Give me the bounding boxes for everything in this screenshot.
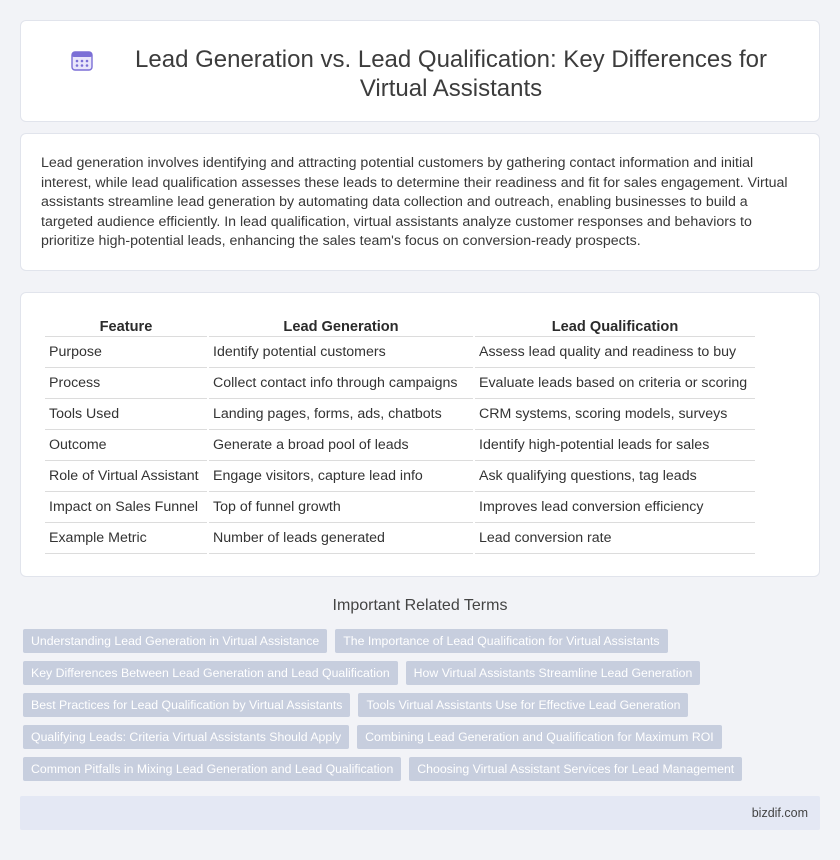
table-row — [45, 399, 755, 430]
related-terms-heading: Important Related Terms — [332, 597, 508, 614]
table-row — [45, 523, 755, 554]
table-cell: Impact on Sales Funnel — [45, 492, 207, 523]
related-term-tag[interactable]: Tools Virtual Assistants Use for Effective Lead Generation — [358, 693, 688, 717]
related-term-tag[interactable]: The Importance of Lead Qualification for Virtual Assistants — [335, 629, 667, 653]
site-link[interactable]: bizdif.com — [751, 806, 808, 820]
related-term-tag[interactable]: Common Pitfalls in Mixing Lead Generation and Lead Qualification — [23, 757, 401, 781]
related-term-tag[interactable]: Understanding Lead Generation in Virtual Assistance — [23, 629, 327, 653]
related-term-tag[interactable]: Key Differences Between Lead Generation and Lead Qualification — [23, 661, 398, 685]
intro-paragraph: Lead generation involves identifying and attracting potential customers by gathering contact information and initial interest, while lead qualification assesses these leads to determine their readiness and fit for sales engagement. Virtual assistants streamline lead generation by automating data collection and outreach, enabling businesses to build a targeted audience efficiently. In lead qualification, virtual assistants analyze customer responses and behaviors to prioritize high-potential leads, enhancing the sales team's focus on conversion-ready prospects. — [41, 155, 788, 250]
table-header-row — [45, 313, 755, 337]
related-term-tag[interactable]: Qualifying Leads: Criteria Virtual Assistants Should Apply — [23, 725, 349, 749]
table-row — [45, 368, 755, 399]
table-cell: Collect contact info through campaigns — [209, 368, 473, 399]
related-term-tag[interactable]: Best Practices for Lead Qualification by Virtual Assistants — [23, 693, 350, 717]
table-cell: CRM systems, scoring models, surveys — [475, 399, 755, 430]
tag-row — [23, 693, 823, 725]
related-terms-list — [23, 629, 823, 789]
tag-row — [23, 757, 823, 789]
column-header-lead-generation: Lead Generation — [209, 313, 473, 337]
table-cell: Top of funnel growth — [209, 492, 473, 523]
table-cell: Ask qualifying questions, tag leads — [475, 461, 755, 492]
table-cell: Identify high-potential leads for sales — [475, 430, 755, 461]
footer — [20, 796, 820, 830]
table-cell: Improves lead conversion efficiency — [475, 492, 755, 523]
table-cell: Assess lead quality and readiness to buy — [475, 337, 755, 368]
calendar-icon — [71, 49, 93, 71]
table-row — [45, 492, 755, 523]
table-cell: Landing pages, forms, ads, chatbots — [209, 399, 473, 430]
related-term-tag[interactable]: Combining Lead Generation and Qualification for Maximum ROI — [357, 725, 722, 749]
column-header-feature: Feature — [45, 313, 207, 337]
table-cell: Evaluate leads based on criteria or scoring — [475, 368, 755, 399]
table-cell: Outcome — [45, 430, 207, 461]
table-cell: Example Metric — [45, 523, 207, 554]
comparison-card — [20, 292, 820, 577]
table-cell: Identify potential customers — [209, 337, 473, 368]
table-cell: Process — [45, 368, 207, 399]
related-term-tag[interactable]: How Virtual Assistants Streamline Lead Generation — [406, 661, 701, 685]
title-card — [20, 20, 820, 122]
table-cell: Role of Virtual Assistant — [45, 461, 207, 492]
table-row — [45, 430, 755, 461]
table-cell: Lead conversion rate — [475, 523, 755, 554]
table-cell: Generate a broad pool of leads — [209, 430, 473, 461]
column-header-lead-qualification: Lead Qualification — [475, 313, 755, 337]
table-row — [45, 337, 755, 368]
tag-row — [23, 629, 823, 661]
comparison-table — [43, 313, 757, 554]
table-cell: Tools Used — [45, 399, 207, 430]
related-term-tag[interactable]: Choosing Virtual Assistant Services for Lead Management — [409, 757, 742, 781]
table-row — [45, 461, 755, 492]
tag-row — [23, 725, 823, 757]
table-cell: Engage visitors, capture lead info — [209, 461, 473, 492]
table-cell: Purpose — [45, 337, 207, 368]
table-cell: Number of leads generated — [209, 523, 473, 554]
tag-row — [23, 661, 823, 693]
intro-card — [20, 133, 820, 271]
page-title: Lead Generation vs. Lead Qualification: Key Differences for Virtual Assistants — [135, 46, 767, 102]
